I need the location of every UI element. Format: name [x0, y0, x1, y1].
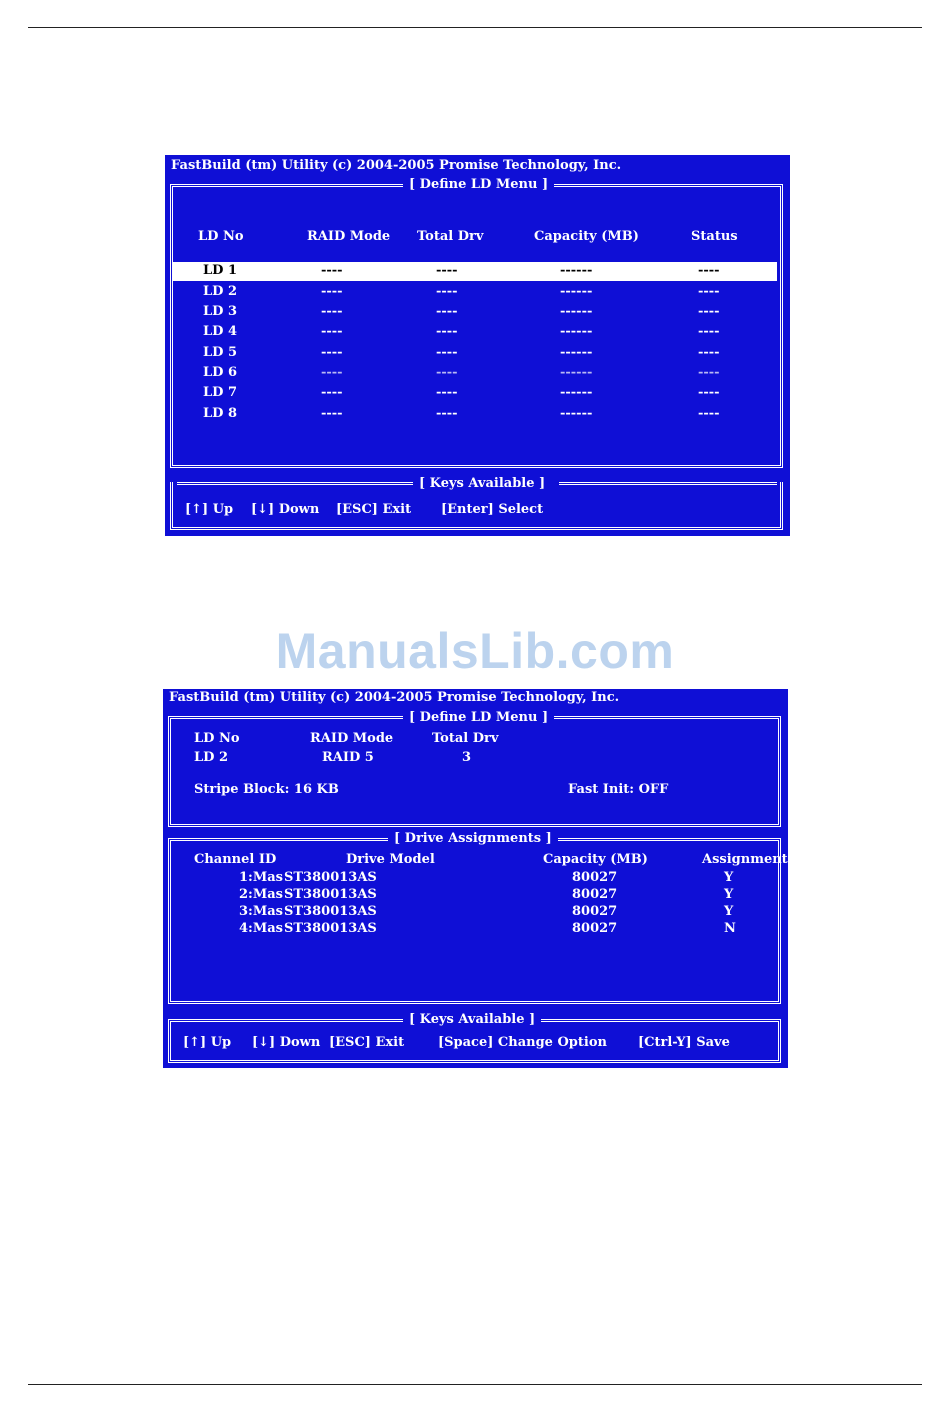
keys-title: [ Keys Available ]: [419, 476, 546, 491]
ld-row-5[interactable]: [173, 344, 777, 363]
capacity: ------: [560, 406, 593, 421]
capacity: ------: [560, 365, 593, 380]
col-raid-mode: RAID Mode: [307, 229, 391, 244]
assignment[interactable]: N: [724, 921, 736, 936]
col-status: Status: [691, 229, 738, 244]
total-drv: ----: [436, 365, 458, 380]
raid-mode: ----: [321, 324, 343, 339]
ld-row-7[interactable]: [173, 384, 777, 403]
assignment[interactable]: Y: [724, 904, 734, 919]
keys-title: [ Keys Available ]: [403, 1012, 541, 1028]
total-drv: ----: [436, 406, 458, 421]
key-enter-select[interactable]: [Enter] Select: [441, 502, 544, 517]
ld-no: LD 4: [203, 324, 237, 339]
total-drv: ----: [436, 284, 458, 299]
key-down[interactable]: [↓] Down: [252, 1035, 321, 1050]
ld-no: LD 7: [203, 385, 237, 400]
ld-no-value: LD 2: [194, 750, 228, 765]
ld-no: LD 8: [203, 406, 237, 421]
capacity: ------: [560, 345, 593, 360]
capacity: 80027: [572, 887, 618, 902]
ld-row-6[interactable]: [173, 364, 777, 383]
define-ld-menu-screen: [165, 155, 790, 536]
capacity: ------: [560, 324, 593, 339]
total-drv: ----: [436, 385, 458, 400]
ld-no: LD 6: [203, 365, 237, 380]
top-rule: [28, 27, 922, 28]
assignment[interactable]: Y: [724, 870, 734, 885]
col-drive-model: Drive Model: [346, 852, 435, 867]
raid-mode: ----: [321, 345, 343, 360]
key-up[interactable]: [↑] Up: [183, 1035, 232, 1050]
col-channel-id: Channel ID: [194, 852, 277, 867]
raid-mode-value[interactable]: RAID 5: [322, 750, 374, 765]
menu-title: [ Define LD Menu ]: [403, 710, 554, 726]
capacity: ------: [560, 284, 593, 299]
total-drv: ----: [436, 324, 458, 339]
ld-row-2[interactable]: [173, 283, 777, 302]
key-ctrl-y-save[interactable]: [Ctrl-Y] Save: [638, 1035, 730, 1050]
capacity: ------: [560, 263, 593, 278]
ld-no: LD 2: [203, 284, 237, 299]
capacity: ------: [560, 385, 593, 400]
key-space-change-option[interactable]: [Space] Change Option: [438, 1035, 607, 1050]
raid-mode: ----: [321, 304, 343, 319]
capacity: ------: [560, 304, 593, 319]
ld-no: LD 1: [203, 263, 237, 278]
drive-assignments-screen: [163, 689, 788, 1068]
bottom-rule: [28, 1384, 922, 1385]
ld-row-8[interactable]: [173, 405, 777, 424]
status: ----: [698, 324, 720, 339]
status: ----: [698, 406, 720, 421]
raid-mode: ----: [321, 284, 343, 299]
channel-id: 2:Mas: [239, 887, 283, 902]
assignment[interactable]: Y: [724, 887, 734, 902]
status: ----: [698, 304, 720, 319]
drive-model: ST380013AS: [284, 904, 377, 919]
drive-model: ST380013AS: [284, 921, 377, 936]
menu-title: [ Define LD Menu ]: [403, 177, 554, 193]
total-drv: ----: [436, 304, 458, 319]
raid-mode: ----: [321, 365, 343, 380]
status: ----: [698, 284, 720, 299]
total-drv-value[interactable]: 3: [462, 750, 472, 765]
fast-init-option[interactable]: Fast Init: OFF: [568, 782, 669, 797]
total-drv-header: Total Drv: [432, 731, 499, 746]
drive-model: ST380013AS: [284, 887, 377, 902]
col-total-drv: Total Drv: [417, 229, 484, 244]
ld-no: LD 5: [203, 345, 237, 360]
drive-model: ST380013AS: [284, 870, 377, 885]
col-assignment: Assignment: [702, 852, 788, 867]
channel-id: 3:Mas: [239, 904, 283, 919]
watermark: ManualsLib.com: [275, 623, 675, 679]
key-esc-exit[interactable]: [ESC] Exit: [336, 502, 412, 517]
key-up[interactable]: [↑] Up: [185, 502, 234, 517]
status: ----: [698, 365, 720, 380]
total-drv: ----: [436, 263, 458, 278]
col-ld-no: LD No: [198, 229, 244, 244]
status: ----: [698, 385, 720, 400]
col-capacity: Capacity (MB): [534, 229, 639, 244]
utility-title: FastBuild (tm) Utility (c) 2004-2005 Promise Technology, Inc.: [171, 158, 622, 173]
capacity: 80027: [572, 870, 618, 885]
stripe-block-option[interactable]: Stripe Block: 16 KB: [194, 782, 339, 797]
key-esc-exit[interactable]: [ESC] Exit: [329, 1035, 405, 1050]
status: ----: [698, 263, 720, 278]
utility-title: FastBuild (tm) Utility (c) 2004-2005 Promise Technology, Inc.: [169, 690, 620, 705]
channel-id: 4:Mas: [239, 921, 283, 936]
capacity: 80027: [572, 904, 618, 919]
col-capacity: Capacity (MB): [543, 852, 648, 867]
channel-id: 1:Mas: [239, 870, 283, 885]
ld-row-4[interactable]: [173, 323, 777, 342]
capacity: 80027: [572, 921, 618, 936]
ld-no: LD 3: [203, 304, 237, 319]
ld-row-3[interactable]: [173, 303, 777, 322]
raid-mode-header: RAID Mode: [310, 731, 394, 746]
key-down[interactable]: [↓] Down: [251, 502, 320, 517]
raid-mode: ----: [321, 406, 343, 421]
raid-mode: ----: [321, 385, 343, 400]
raid-mode: ----: [321, 263, 343, 278]
status: ----: [698, 345, 720, 360]
drive-assignments-title: [ Drive Assignments ]: [388, 831, 558, 847]
ld-no-header: LD No: [194, 731, 240, 746]
total-drv: ----: [436, 345, 458, 360]
ld-row-1[interactable]: [173, 262, 777, 281]
